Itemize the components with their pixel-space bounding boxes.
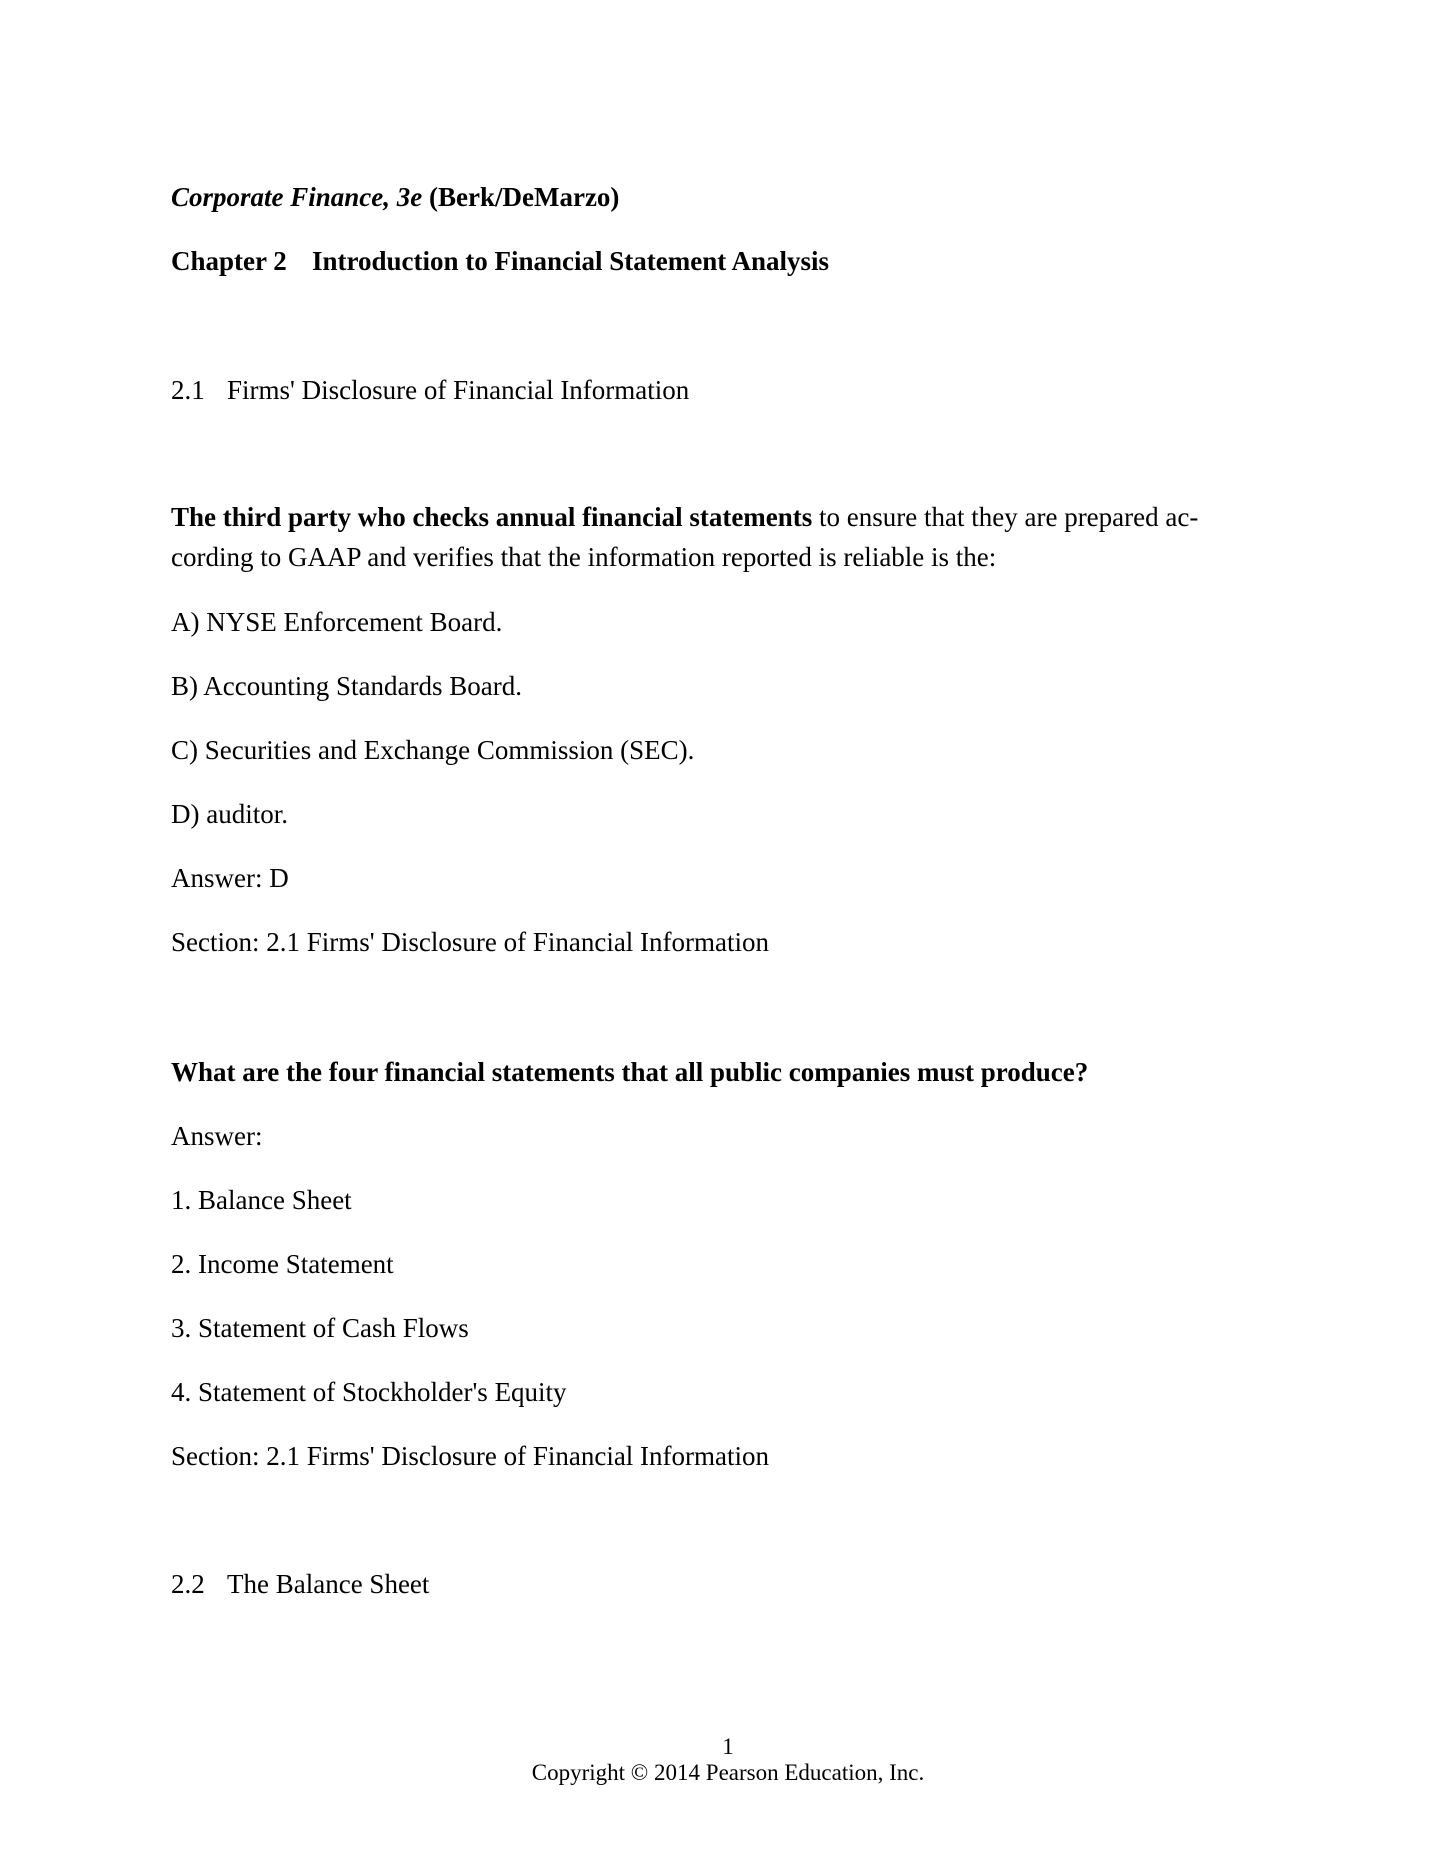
question-1-answer: Answer: D: [171, 863, 289, 893]
question-2-text: What are the four financial statements that all public companies must produce?: [171, 1057, 1089, 1087]
section-title: Firms' Disclosure of Financial Information: [227, 375, 690, 405]
section-heading-2-1: [171, 373, 689, 407]
copyright-notice: Copyright © 2014 Pearson Education, Inc.: [531, 1760, 925, 1785]
book-title: [171, 180, 619, 214]
chapter-heading: [171, 244, 829, 278]
question-2-answer-label: Answer:: [171, 1121, 263, 1151]
answer-list-item: 2. Income Statement: [171, 1249, 394, 1279]
answer-option-b: B) Accounting Standards Board.: [171, 671, 522, 701]
book-authors: (Berk/DeMarzo): [422, 182, 620, 212]
section-number: 2.1: [171, 375, 205, 405]
question-1-bold-lead: The third party who checks annual financial statements: [171, 502, 813, 532]
question-2-section: Section: 2.1 Firms' Disclosure of Financial Information: [171, 1441, 770, 1471]
chapter-title: Introduction to Financial Statement Analysis: [312, 246, 830, 276]
question-1-section: Section: 2.1 Firms' Disclosure of Financial Information: [171, 927, 770, 957]
question-1-text: to ensure that they are prepared ac-: [812, 502, 1199, 532]
answer-option-a: A) NYSE Enforcement Board.: [171, 607, 503, 637]
question-1-line-2: cording to GAAP and verifies that the information reported is reliable is the:: [171, 542, 997, 572]
section-number: 2.2: [171, 1569, 205, 1599]
answer-option-d: D) auditor.: [171, 799, 288, 829]
answer-list-item: 3. Statement of Cash Flows: [171, 1313, 469, 1343]
section-title: The Balance Sheet: [227, 1569, 430, 1599]
question-1-line-1: [171, 500, 1198, 534]
answer-list-item: 1. Balance Sheet: [171, 1185, 352, 1215]
answer-option-c: C) Securities and Exchange Commission (SEC).: [171, 735, 695, 765]
answer-list-item: 4. Statement of Stockholder's Equity: [171, 1377, 567, 1407]
chapter-number: Chapter 2: [171, 246, 287, 276]
page-number: 1: [722, 1734, 734, 1759]
section-heading-2-2: [171, 1567, 429, 1601]
book-title-italic: Corporate Finance, 3e: [171, 182, 423, 212]
